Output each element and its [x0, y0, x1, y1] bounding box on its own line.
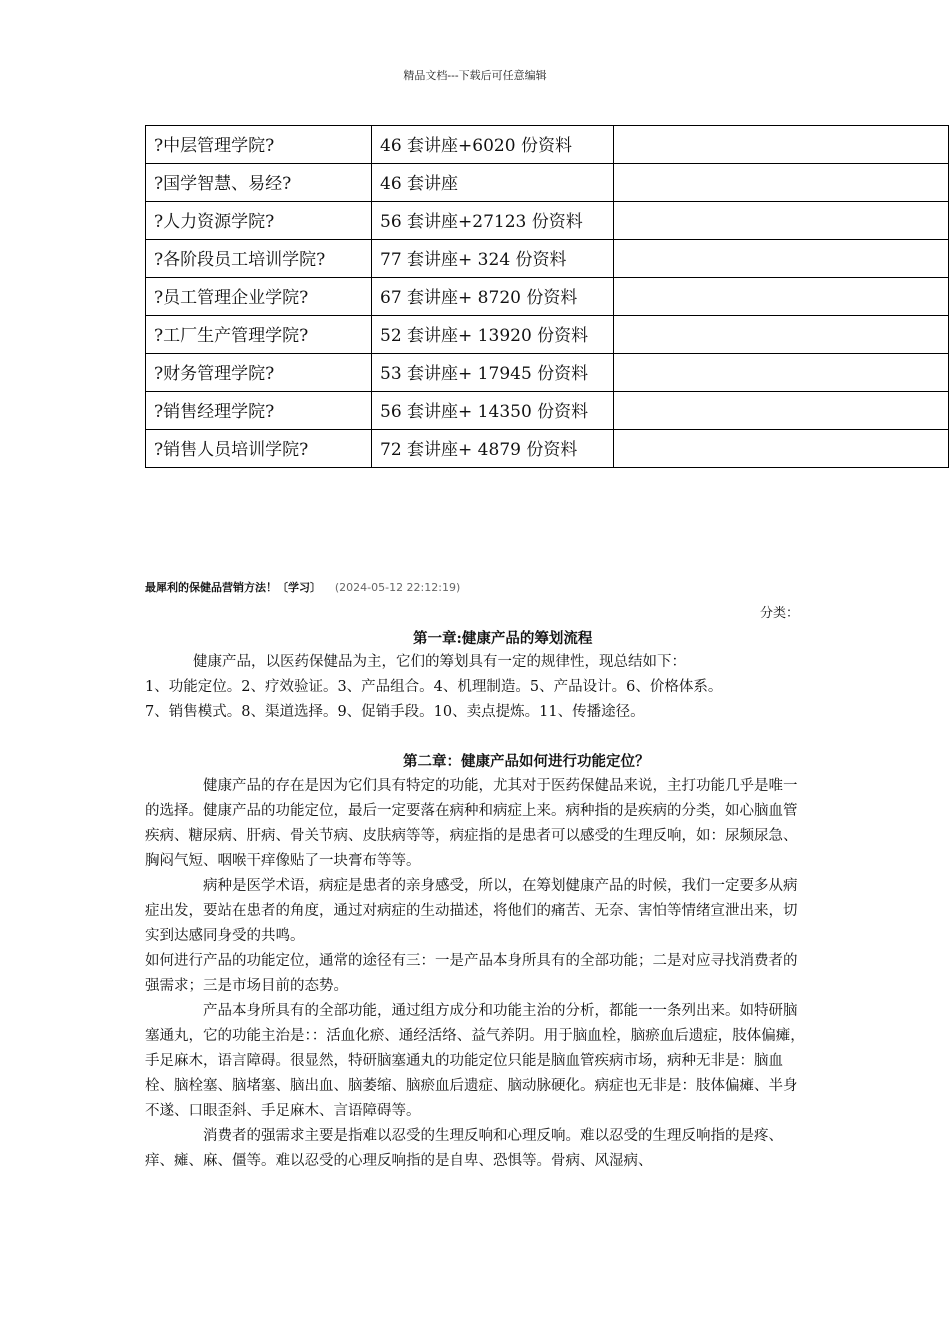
course-extra-cell: [614, 278, 949, 316]
course-extra-cell: [614, 202, 949, 240]
course-extra-cell: [614, 126, 949, 164]
course-detail-cell: 67 套讲座+ 8720 份资料: [372, 278, 614, 316]
chapter2-para-3: 如何进行产品的功能定位，通常的途径有三：一是产品本身所具有的全部功能；二是对应寻找消费者的强需求；三是市场目前的态势。: [145, 953, 798, 994]
table-row: [146, 392, 949, 430]
chapter1-list-line2: 7、销售模式。8、渠道选择。9、促销手段。10、卖点提炼。11、传播途径。: [145, 704, 645, 720]
chapter2-heading: 第二章：健康产品如何进行功能定位？: [403, 753, 650, 770]
course-detail-cell: 53 套讲座+ 17945 份资料: [372, 354, 614, 392]
page-header: 精品文档---下载后可任意编辑: [403, 69, 547, 82]
chapter2-para-4: 产品本身所具有的全部功能，通过组方成分和功能主治的分析，都能一一条列出来。如特研脑塞通丸，它的功能主治是：：活血化瘀、通经活络、益气养阴。用于脑血栓，脑瘀血后遗症，肢体偏瘫，手足麻木，语言障碍。很显然，特研脑塞通丸的功能定位只能是脑血管疾病市场，病种无非是：脑血栓、脑栓塞、脑堵塞、脑出血、脑萎缩、脑瘀血后遗症、脑动脉硬化。病症也无非是：肢体偏瘫、半身不遂、口眼歪斜、手足麻木、言语障碍等。: [145, 1003, 805, 1119]
chapter1-heading: 第一章:健康产品的筹划流程: [413, 630, 593, 647]
course-name-cell: ?销售人员培训学院?: [146, 430, 372, 468]
course-detail-cell: 56 套讲座+ 14350 份资料: [372, 392, 614, 430]
course-detail-cell: 56 套讲座+27123 份资料: [372, 202, 614, 240]
course-name-cell: ?人力资源学院?: [146, 202, 372, 240]
chapter1-body: [145, 650, 810, 725]
course-detail-cell: 72 套讲座+ 4879 份资料: [372, 430, 614, 468]
table-row: [146, 354, 949, 392]
course-detail-cell: 46 套讲座+6020 份资料: [372, 126, 614, 164]
course-name-cell: ?员工管理企业学院?: [146, 278, 372, 316]
course-name-cell: ?工厂生产管理学院?: [146, 316, 372, 354]
chapter2-para-1: 健康产品的存在是因为它们具有特定的功能，尤其对于医药保健品来说，主打功能几乎是唯一的选择。健康产品的功能定位，最后一定要落在病种和病症上来。病种指的是疾病的分类，如心脑血管疾病、糖尿病、肝病、骨关节病、皮肤病等等，病症指的是患者可以感受的生理反响，如：尿频尿急、胸闷气短、咽喉干痒像贴了一块膏布等等。: [145, 778, 798, 869]
course-name-cell: ?财务管理学院?: [146, 354, 372, 392]
chapter2-para-2: 病种是医学术语，病症是患者的亲身感受，所以，在筹划健康产品的时候，我们一定要多从病症出发，要站在患者的角度，通过对病症的生动描述，将他们的痛苦、无奈、害怕等情绪宣泄出来，切实到达感同身受的共鸣。: [145, 878, 798, 944]
course-extra-cell: [614, 164, 949, 202]
table-row: [146, 202, 949, 240]
course-extra-cell: [614, 392, 949, 430]
course-detail-cell: 77 套讲座+ 324 份资料: [372, 240, 614, 278]
post-title[interactable]: [145, 579, 460, 595]
chapter2-para-5: 消费者的强需求主要是指难以忍受的生理反响和心理反响。难以忍受的生理反响指的是疼、痒、瘫、麻、僵等。难以忍受的心理反响指的是自卑、恐惧等。骨病、风湿病、: [145, 1128, 783, 1169]
chapter2-body: [145, 774, 810, 1174]
table-row: [146, 240, 949, 278]
table-row: [146, 278, 949, 316]
table-row: [146, 126, 949, 164]
chapter1-list-line1: 1、功能定位。2、疗效验证。3、产品组合。4、机理制造。5、产品设计。6、价格体系。: [145, 679, 723, 695]
course-name-cell: ?销售经理学院?: [146, 392, 372, 430]
post-date: (2024-05-12 22:12:19): [334, 581, 461, 594]
course-name-cell: ?国学智慧、易经?: [146, 164, 372, 202]
table-row: [146, 316, 949, 354]
course-extra-cell: [614, 240, 949, 278]
course-extra-cell: [614, 430, 949, 468]
table-row: [146, 430, 949, 468]
course-name-cell: ?各阶段员工培训学院?: [146, 240, 372, 278]
post-title-text[interactable]: 最犀利的保健品营销方法！〔学习〕: [145, 581, 321, 594]
course-table: [145, 125, 949, 468]
course-extra-cell: [614, 354, 949, 392]
chapter1-intro: 健康产品，以医药保健品为主，它们的筹划具有一定的规律性，现总结如下：: [193, 654, 686, 670]
table-row: [146, 164, 949, 202]
course-detail-cell: 52 套讲座+ 13920 份资料: [372, 316, 614, 354]
course-detail-cell: 46 套讲座: [372, 164, 614, 202]
course-extra-cell: [614, 316, 949, 354]
course-name-cell: ?中层管理学院?: [146, 126, 372, 164]
post-category: 分类：: [760, 606, 800, 621]
